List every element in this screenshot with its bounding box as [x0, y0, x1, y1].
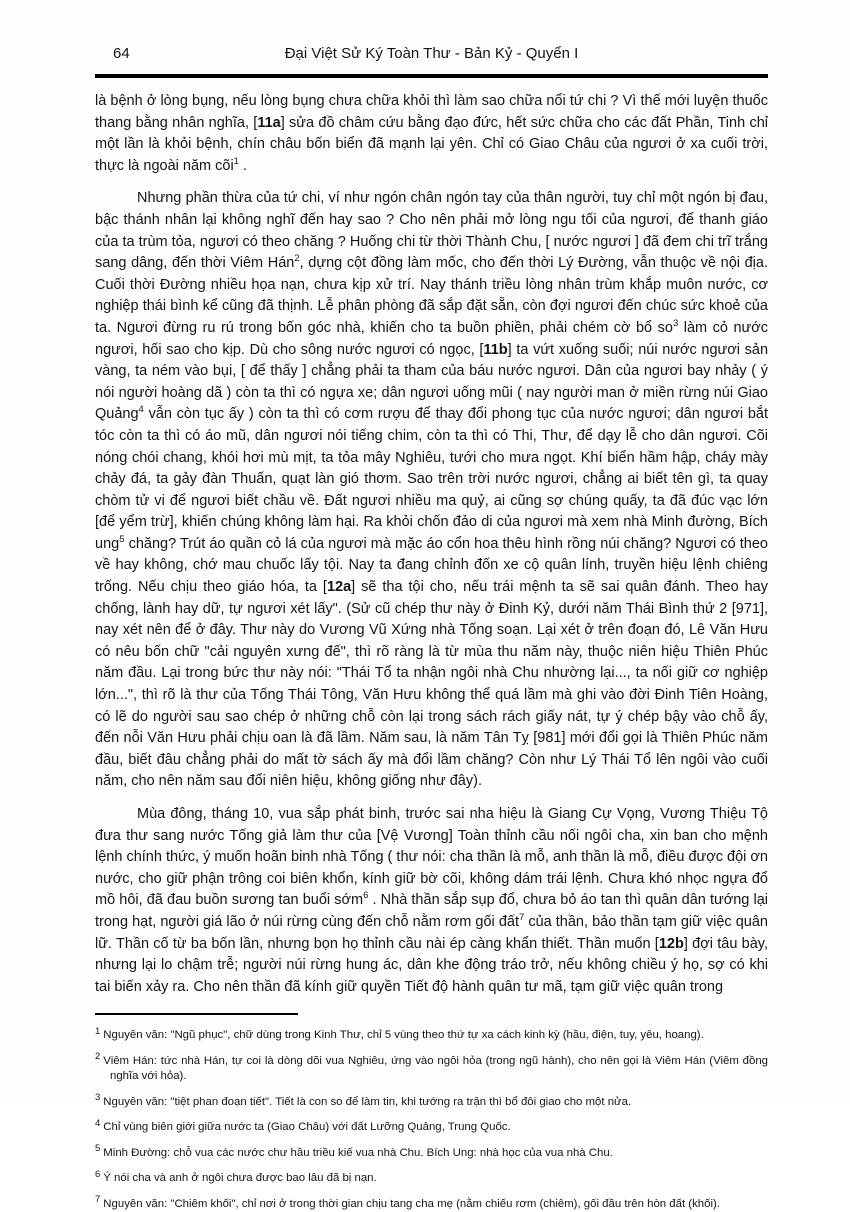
text-run: Nhưng phần thừa của tứ chi, ví như ngón chân ngón tay của thân người, tuy chỉ một ngón bị đau, bậc thánh nhân lại không nghĩ đến hay sao ? Cho nên phải mở lòng ngu tối của ngươi, để thanh giáo của ta trùm tỏa, ngươi có theo chăng ? Huống chi từ thời Thành Chu, [ nước ngươi ] đã đem chi trĩ trắng sang dâng, đến thời Viêm Hán	[95, 190, 768, 272]
footnote-item	[95, 1168, 768, 1187]
paragraph	[95, 188, 768, 793]
text-run: Mùa đông, tháng 10, vua sắp phát binh, trước sai nha hiệu là Giang Cự Vọng, Vương Thiệu Tộ đưa thư sang nước Tống giả làm thư của [Vệ Vương] Toàn thỉnh cầu nối ngôi cha, xin ban cho mệnh lệnh chính thức, ý muốn hoãn binh nhà Tống ( thư nói: cha thần là mỗ, anh thần là mỗ, điều được đội ơn nước, cho giữ phận trông coi biên khổn, kính giữ bờ cõi, không dám trái lệnh. Chưa khó nhọc ngựa đổ mồ hôi, đã đau buồn sương tan buổi sớm	[95, 806, 768, 909]
text-run: ] sửa đồ châm cứu bằng đạo đức, hết sức chữa cho các đất Phần, Tinh chỉ một lần là khỏi bệnh, chín châu bốn biển đã mạnh lại yên. Chỉ có Giao Châu của ngươi ở xa cuối trời, thực là ngoài năm cõi	[95, 114, 768, 174]
text-run: là bệnh ở lòng bụng, nếu lòng bụng chưa chữa khỏi thì làm sao chữa nổi tứ chi ? Vì thế mới luyện thuốc thang bằng nhân nghĩa, [	[95, 93, 768, 131]
text-run: ] sẽ tha tội cho, nếu trái mệnh ta sẽ sai quân đánh. Theo hay chống, lành hay dữ, tự ngươi xét lấy". (Sử cũ chép thư này ở Đinh Kỷ, dưới năm Thái Bình thứ 2 [971], nay xét nên để ở đây. Thư này do Vương Vũ Xứng nhà Tống soạn. Lại xét ở trên đoạn đó, Lê Văn Hưu có nêu bốn chữ "cải nguyên xưng đế", thì rõ ràng là từ mùa thu năm này, thuộc niên hiệu Thiên Phúc năm đầu. Lại trong bức thư này nói: "Thái Tổ ta nhận ngôi nhà Chu nhường lại..., ta nối giữ cơ nghiệp lớn...", thì rõ là thư của Tống Thái Tông, Văn Hưu không thể quá lầm mà ghi vào đời Đinh Tiên Hoàng, có lẽ do người sau sao chép ở những chỗ còn lại trong sách rách giấy nát, tự ý chép bậy vào chỗ ấy, đến nỗi Văn Hưu phải chịu oan là đã lầm. Năm sau, là năm Tân Tỵ [981] mới đổi gọi là Thiên Phúc năm đầu, biết đâu chẳng phải do mất tờ sách ấy mà đổi lầm chăng? Còn như Lý Thái Tổ lên ngôi vào cuối năm, cho nên năm sau đổi niên hiệu, không giống như đây).	[95, 579, 768, 790]
footnotes-section	[95, 1025, 768, 1212]
footnote-item	[95, 1092, 768, 1111]
text-run: của thần, bảo thần tạm giữ việc quân lữ. Thần cố từ ba bốn lần, nhưng bọn họ thỉnh cầu nài ép càng khẩn thiết. Thần muốn [	[95, 913, 768, 952]
footnote-ref: 5	[119, 534, 125, 546]
text-run: làm cỏ nước ngươi, hối sao cho kịp. Dù cho sông nước ngươi có ngọc, [	[95, 319, 768, 358]
footnote-item	[95, 1194, 768, 1212]
footnote-marker: 5	[95, 1143, 101, 1155]
footnote-ref: 1	[233, 155, 239, 167]
folio-marker: 12a	[326, 579, 352, 596]
page-header	[95, 45, 768, 67]
text-run: , dựng cột đồng làm mốc, cho đến thời Lý Đường, vẫn thuộc về nội địa. Cuối thời Đường nhiều họa nạn, chưa kịp xử trí. Nay thánh triều lòng nhân trùm khắp muôn nước, cơ nghiệp thái bình kể cũng đã thịnh. Lễ phân phòng đã sắp đặt sẵn, còn đợi ngươi đến chúc sức khoẻ của ta. Ngươi đừng ru rú trong bốn góc nhà, khiến cho ta buồn phiền, phải chém cờ bổ so	[95, 255, 768, 336]
footnote-ref: 3	[672, 318, 679, 330]
footnote-marker: 4	[95, 1117, 101, 1129]
footnote-ref: 6	[363, 890, 369, 902]
footnote-text: Viêm Hán: tức nhà Hán, tự coi là dòng dõi vua Nghiêu, ứng vào ngôi hỏa (trong ngũ hành), cho nên gọi là Viêm Hán (Viêm đồng nghĩa với hỏa).	[103, 1054, 768, 1083]
footnote-marker: 3	[95, 1092, 101, 1104]
page-number: 64	[113, 45, 130, 62]
folio-marker: 12b	[658, 935, 684, 952]
footnote-text: Nguyên văn: "Chiêm khối", chỉ nơi ở trong thời gian chịu tang cha mẹ (nằm chiếu rơm (chiêm), gối đầu trên hòn đất (khối).	[103, 1197, 720, 1210]
footnote-text: Ý nói cha và anh ở ngôi chưa được bao lâu đã bị nạn.	[103, 1172, 377, 1185]
footnote-marker: 2	[95, 1051, 101, 1063]
page-header-title: Đại Việt Sử Ký Toàn Thư - Bản Kỷ - Quyển I	[284, 45, 579, 62]
footnote-ref: 2	[294, 253, 300, 265]
footnote-text: Minh Đường: chỗ vua các nước chư hầu triều kiế vua nhà Chu. Bích Ung: nhà học của vua nhà Chu.	[103, 1146, 613, 1159]
footnote-separator	[95, 1013, 298, 1015]
footnote-text: Chỉ vùng biên giới giữa nước ta (Giao Châu) với đất Lưỡng Quảng, Trung Quốc.	[103, 1121, 511, 1134]
footnote-item	[95, 1051, 768, 1085]
text-run: ] đợi tâu bày, nhưng lại lo chậm trễ; người núi rừng hung ác, dân khe động tráo trở, nếu không chiều ý họ, sợ có khi tai biến xảy ra. Cho nên thần đã kính giữ quyền Tiết độ hành quân tư mã, tạm giữ việc quân trong	[95, 935, 768, 995]
text-run: vẫn còn tục ấy ) còn ta thì có cơm rượu để thay đổi phong tục của nước ngươi; dân ngươi bắt tóc còn ta thì có áo mũ, dân ngươi nói tiếng chim, còn ta thì có Thi, Thư, để dạy lễ cho dân ngươi. Cõi nóng chói chang, khói hơi mù mịt, ta tỏa mây Nghiêu, tưới cho mưa ngọt. Khí biển hầm hập, cháy mày chảy đá, ta gảy đàn Thuấn, quạt làn gió thơm. Sao trên trời nước ngươi, chẳng ai biết tên gì, ta quay chòm tử vi để ngươi biết chầu về. Đất ngươi nhiều ma quỷ, ai cũng sợ chúng quấy, ta đã đúc vạc lớn [để yểm trừ], khiến chúng không làm hại. Ra khỏi chốn đảo di của ngươi mà xem nhà Minh đường, Bích ung	[95, 406, 768, 552]
text-run: ] ta vứt xuống suối; núi nước ngươi sản vàng, ta ném vào bụi, [ để thấy ] chẳng phải ta tham của báu nước ngươi. Dân của ngươi bay nhảy ( ý nói người hoàng dã ) còn ta thì có ngựa xe; dân ngươi uống mũi ( nay người man ở miền rừng núi Giao Quảng	[95, 341, 769, 423]
paragraph	[95, 804, 768, 998]
footnote-item	[95, 1025, 768, 1044]
footnote-marker: 6	[95, 1168, 101, 1180]
folio-marker: 11a	[257, 114, 281, 131]
folio-marker: 11b	[483, 341, 508, 358]
text-run: .	[238, 157, 248, 174]
text-run: . Nhà thần sắp sụp đổ, chưa bỏ áo tan thì quân dân tướng lại trong hạt, người giá lão ở núi rừng cùng đến chỗ nằm rơm gối đất	[95, 892, 768, 930]
footnote-ref: 7	[518, 912, 525, 924]
footnote-item	[95, 1143, 768, 1162]
paragraph	[95, 91, 768, 177]
footnote-text: Nguyên văn: "Ngũ phục", chữ dùng trong Kinh Thư, chỉ 5 vùng theo thứ tự xa cách kinh kỳ (hầu, điện, tuy, yêu, hoang).	[103, 1029, 704, 1042]
body-text	[95, 91, 768, 998]
footnote-marker: 7	[95, 1194, 101, 1206]
text-run: chăng? Trút áo quần cỏ lá của ngươi mà mặc áo cổn hoa thêu hình rồng núi chăng? Ngươi có theo về hay không, chớ mau chuốc lấy tội. Nay ta đang chỉnh đốn xe cộ quân lính, truyền hiệu lệnh chiêng trống. Nếu chịu theo giáo hóa, ta [	[95, 535, 768, 596]
header-rule	[95, 74, 768, 78]
footnote-marker: 1	[95, 1025, 101, 1037]
footnote-ref: 4	[138, 404, 144, 416]
footnote-item	[95, 1117, 768, 1136]
footnote-text: Nguyên văn: "tiệt phan đoạn tiết". Tiết là con so để làm tin, khi tướng ra trận thì bổ đôi giao cho một nửa.	[103, 1095, 632, 1108]
